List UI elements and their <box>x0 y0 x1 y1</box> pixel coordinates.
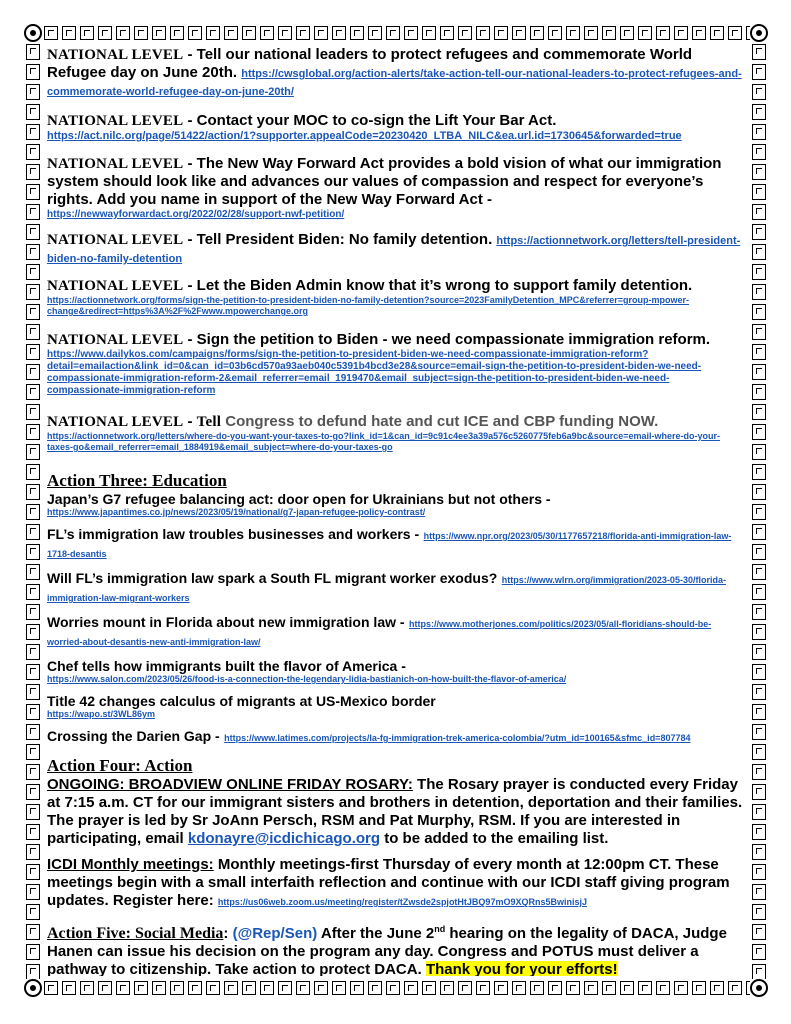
border-pattern-icon <box>26 44 40 60</box>
border-pattern-icon <box>134 981 148 995</box>
border-pattern-icon <box>44 981 58 995</box>
border-pattern-icon <box>116 981 130 995</box>
border-pattern-icon <box>134 26 148 40</box>
article-title: Chef tells how immigrants built the flavor of America - <box>47 658 406 674</box>
national-item-6: NATIONAL LEVEL - Sign the petition to Biden - we need compassionate immigration reform. https://www.dailykos.com/campaigns/forms/sign-the-petition-to-president-biden-we-need-compassionate-immigration-reform?detail=emailaction&link_id=0&can_id=03b6cd570a93aeb040c5391b4bcd3e28&source=email-sign-the-petition-to-president-biden-we-need-compassionate-immigration-reform-2&email_referrer=email_1919470&email_subject=sign-the-petition-to-president-biden-we-need-compassionate-immigration-reform <box>47 331 745 397</box>
border-pattern-icon <box>440 26 454 40</box>
level-label: NATIONAL LEVEL <box>47 113 184 129</box>
social-block <box>47 920 745 976</box>
border-pattern-icon <box>752 924 766 940</box>
thank-you-text: Thank you for your efforts! <box>425 961 618 976</box>
level-label: NATIONAL LEVEL <box>47 156 184 172</box>
border-pattern-icon <box>26 144 40 160</box>
border-pattern-icon <box>710 26 724 40</box>
border-pattern-icon <box>170 26 184 40</box>
border-pattern-icon <box>548 981 562 995</box>
social-colon: : <box>223 925 229 942</box>
border-pattern-icon <box>26 164 40 180</box>
border-pattern-icon <box>752 184 766 200</box>
border-right <box>750 42 768 979</box>
border-pattern-icon <box>752 644 766 660</box>
national-item-3: NATIONAL LEVEL - The New Way Forward Act provides a bold vision of what our immigration system should look like and advances our values of compassion and respect for everyone’s rights. Add you name in support of the New Way Forward Act - https://newwayforwardact.org/2022/02/28/support-nwf-petition/ <box>47 155 745 221</box>
border-pattern-icon <box>530 26 544 40</box>
border-pattern-icon <box>26 124 40 140</box>
border-pattern-icon <box>368 981 382 995</box>
border-pattern-icon <box>710 981 724 995</box>
border-pattern-icon <box>314 26 328 40</box>
border-pattern-icon <box>206 981 220 995</box>
level-label: NATIONAL LEVEL <box>47 414 184 430</box>
national-item-1: NATIONAL LEVEL - Tell our national leaders to protect refugees and commemorate World Refugee day on June 20th. https://cwsglobal.org/action-alerts/take-action-tell-our-national-leaders-to-protect-refugees-and-commemorate-world-refugee-day-on-june-20th/ <box>47 46 742 98</box>
border-pattern-icon <box>404 26 418 40</box>
social-text-1: After the June 2 <box>320 925 435 942</box>
border-pattern-icon <box>752 844 766 860</box>
border-pattern-icon <box>620 26 634 40</box>
education-item <box>47 491 745 518</box>
border-pattern-icon <box>26 944 40 960</box>
border-pattern-icon <box>752 584 766 600</box>
action-link[interactable]: https://act.nilc.org/page/51422/action/1?supporter.appealCode=20230420_LTBA_NILC&ea.url.id=1730645&forwarded=true <box>47 130 682 142</box>
border-pattern-icon <box>752 124 766 140</box>
border-left <box>24 42 42 979</box>
border-pattern-icon <box>440 981 454 995</box>
border-pattern-icon <box>752 304 766 320</box>
border-pattern-icon <box>566 981 580 995</box>
article-title: Will FL’s immigration law spark a South FL migrant worker exodus? <box>47 570 498 586</box>
national-item-2: NATIONAL LEVEL - Contact your MOC to co-sign the Lift Your Bar Act. https://act.nilc.org/page/51422/action/1?supporter.appealCode=20230420_LTBA_NILC&ea.url.id=1730645&forwarded=true <box>47 112 745 143</box>
corner-ornament-icon <box>24 24 42 42</box>
education-item <box>47 693 745 720</box>
meetings-title: ICDI Monthly meetings: <box>47 856 214 873</box>
border-pattern-icon <box>752 384 766 400</box>
article-title: FL’s immigration law troubles businesses and workers - <box>47 526 420 542</box>
meetings-text: Monthly meetings-first Thursday of every month at 12:00pm CT. These meetings begin with a small interfaith reflection and continue with our ICDI staff giving program updates. Register here: <box>47 856 730 909</box>
border-pattern-icon <box>26 724 40 740</box>
national-item-7: NATIONAL LEVEL - Tell Congress to defund hate and cut ICE and CBP funding NOW. https://actionnetwork.org/letters/where-do-you-want-your-taxes-to-go?link_id=1&can_id=9c91c4ee3a39a576c5260775feb6a9bc&source=email-where-do-your-taxes-go&email_referrer=email_1884919&email_subject=where-do-your-taxes-go <box>47 413 745 453</box>
border-pattern-icon <box>242 26 256 40</box>
border-pattern-icon <box>512 981 526 995</box>
border-pattern-icon <box>674 26 688 40</box>
border-pattern-icon <box>26 284 40 300</box>
action-link[interactable]: https://actionnetwork.org/letters/where-do-you-want-your-taxes-to-go?link_id=1&can_id=9c91c4ee3a39a576c5260775feb6a9bc&source=email-where-do-your-taxes-go&email_referrer=email_1884919&email_subject=where-do-your-taxes-go <box>47 431 720 452</box>
action-text: Tell President Biden: No family detention. <box>196 231 493 248</box>
article-title: Crossing the Darien Gap - <box>47 728 220 744</box>
border-pattern-icon <box>752 224 766 240</box>
rosary-title: ONGOING: BROADVIEW ONLINE FRIDAY ROSARY: <box>47 776 413 793</box>
border-pattern-icon <box>26 364 40 380</box>
border-pattern-icon <box>26 104 40 120</box>
border-pattern-icon <box>458 26 472 40</box>
corner-ornament-icon <box>750 979 768 997</box>
section-heading-social: Action Five: Social Media <box>47 925 224 942</box>
border-pattern-icon <box>752 704 766 720</box>
section-heading-action: Action Four: Action <box>47 756 193 775</box>
border-pattern-icon <box>494 26 508 40</box>
border-pattern-icon <box>296 26 310 40</box>
level-label: NATIONAL LEVEL <box>47 332 184 348</box>
border-pattern-icon <box>752 524 766 540</box>
education-item <box>47 728 745 746</box>
article-link[interactable]: https://www.latimes.com/projects/la-fg-immigration-trek-america-colombia/?utm_id=100165&sfmc_id=807784 <box>224 733 691 743</box>
article-title: Worries mount in Florida about new immigration law - <box>47 614 405 630</box>
border-pattern-icon <box>26 184 40 200</box>
border-pattern-icon <box>752 84 766 100</box>
border-pattern-icon <box>602 26 616 40</box>
border-pattern-icon <box>98 26 112 40</box>
border-pattern-icon <box>584 26 598 40</box>
border-pattern-icon <box>26 844 40 860</box>
border-pattern-icon <box>752 464 766 480</box>
border-top <box>42 24 750 42</box>
action-text: Let the Biden Admin know that it’s wrong to support family detention. <box>196 277 693 294</box>
meetings-block <box>47 856 745 910</box>
border-pattern-icon <box>752 344 766 360</box>
border-pattern-icon <box>752 664 766 680</box>
border-pattern-icon <box>170 981 184 995</box>
border-pattern-icon <box>752 104 766 120</box>
border-pattern-icon <box>260 981 274 995</box>
border-pattern-icon <box>752 44 766 60</box>
border-pattern-icon <box>752 324 766 340</box>
border-pattern-icon <box>752 904 766 920</box>
border-pattern-icon <box>368 26 382 40</box>
action-text: The New Way Forward Act provides a bold vision of what our immigration system should look like and advances our values of compassion and respect for everyone’s rights. Add you name in support of the New Way Forward Act - <box>47 155 722 208</box>
border-pattern-icon <box>188 981 202 995</box>
border-pattern-icon <box>404 981 418 995</box>
border-pattern-icon <box>752 364 766 380</box>
border-pattern-icon <box>752 824 766 840</box>
education-item <box>47 658 745 685</box>
border-pattern-icon <box>752 724 766 740</box>
corner-ornament-icon <box>24 979 42 997</box>
ordinal-suffix: nd <box>434 924 446 934</box>
border-pattern-icon <box>26 744 40 760</box>
border-pattern-icon <box>584 981 598 995</box>
border-pattern-icon <box>332 26 346 40</box>
border-pattern-icon <box>26 924 40 940</box>
border-pattern-icon <box>728 981 742 995</box>
border-pattern-icon <box>422 26 436 40</box>
border-pattern-icon <box>26 304 40 320</box>
border-pattern-icon <box>350 26 364 40</box>
border-pattern-icon <box>26 264 40 280</box>
border-pattern-icon <box>752 864 766 880</box>
action-link[interactable]: https://actionnetwork.org/forms/sign-the-petition-to-president-biden-no-family-detention?source=2023FamilyDetention_MPC&referrer=group-mpower-change&redirect=https%3A%2F%2Fwww.mpowerchange.org <box>47 295 690 316</box>
border-pattern-icon <box>548 26 562 40</box>
border-pattern-icon <box>26 784 40 800</box>
border-pattern-icon <box>26 884 40 900</box>
border-pattern-icon <box>752 244 766 260</box>
border-pattern-icon <box>350 981 364 995</box>
border-pattern-icon <box>752 144 766 160</box>
border-pattern-icon <box>26 84 40 100</box>
border-pattern-icon <box>116 26 130 40</box>
border-pattern-icon <box>332 981 346 995</box>
meetings-register-link[interactable]: https://us06web.zoom.us/meeting/register/tZwsde2spjotHtJBQ97mO9XQRns5BwinisjJ <box>217 897 587 907</box>
article-link[interactable]: https://www.npr.org/2023/05/30/1177657218/florida-anti-immigration-law-1718-desantis <box>47 531 732 559</box>
border-pattern-icon <box>26 704 40 720</box>
border-pattern-icon <box>26 564 40 580</box>
border-pattern-icon <box>602 981 616 995</box>
border-pattern-icon <box>386 981 400 995</box>
border-pattern-icon <box>26 644 40 660</box>
border-pattern-icon <box>752 564 766 580</box>
action-link[interactable]: https://www.dailykos.com/campaigns/forms/sign-the-petition-to-president-biden-we-need-compassionate-immigration-reform?detail=emailaction&link_id=0&can_id=03b6cd570a93aeb040c5391b4bcd3e28&source=email-sign-the-petition-to-president-biden-we-need-compassionate-immigration-reform-2&email_referrer=email_1919470&email_subject=sign-the-petition-to-president-biden-we-need-compassionate-immigration-reform <box>47 349 702 396</box>
border-pattern-icon <box>692 981 706 995</box>
border-pattern-icon <box>752 684 766 700</box>
border-pattern-icon <box>458 981 472 995</box>
border-pattern-icon <box>728 26 742 40</box>
article-link[interactable]: https://www.wlrn.org/immigration/2023-05-30/florida-immigration-law-migrant-workers <box>47 575 726 603</box>
action-link[interactable]: https://cwsglobal.org/action-alerts/take-action-tell-our-national-leaders-to-protect-refugees-and-commemorate-world-refugee-day-on-june-20th/ <box>47 68 742 98</box>
border-pattern-icon <box>26 244 40 260</box>
border-pattern-icon <box>494 981 508 995</box>
border-pattern-icon <box>26 384 40 400</box>
border-pattern-icon <box>752 284 766 300</box>
border-pattern-icon <box>752 204 766 220</box>
border-pattern-icon <box>26 324 40 340</box>
border-pattern-icon <box>26 404 40 420</box>
border-pattern-icon <box>386 26 400 40</box>
border-bottom <box>42 979 750 997</box>
corner-ornament-icon <box>750 24 768 42</box>
action-text: Tell our national leaders to protect refugees and commemorate World Refugee day on June 20th. <box>47 46 693 81</box>
border-pattern-icon <box>638 26 652 40</box>
border-pattern-icon <box>26 584 40 600</box>
action-text: Congress to defund hate and cut ICE and CBP funding NOW. <box>225 413 659 430</box>
border-pattern-icon <box>26 544 40 560</box>
article-title: Title 42 changes calculus of migrants at US-Mexico border <box>47 693 436 709</box>
border-pattern-icon <box>512 26 526 40</box>
border-pattern-icon <box>80 981 94 995</box>
education-item <box>47 570 745 606</box>
border-pattern-icon <box>188 26 202 40</box>
level-label: NATIONAL LEVEL <box>47 232 184 248</box>
national-item-5: NATIONAL LEVEL - Let the Biden Admin know that it’s wrong to support family detention. https://actionnetwork.org/forms/sign-the-petition-to-president-biden-no-family-detention?source=2023FamilyDetention_MPC&referrer=group-mpower-change&redirect=https%3A%2F%2Fwww.mpowerchange.org <box>47 277 745 317</box>
border-pattern-icon <box>530 981 544 995</box>
border-pattern-icon <box>44 26 58 40</box>
border-pattern-icon <box>224 981 238 995</box>
rosary-after-text: to be added to the emailing list. <box>384 830 609 847</box>
border-pattern-icon <box>26 224 40 240</box>
action-text-prefix: Tell <box>196 414 222 430</box>
border-pattern-icon <box>752 744 766 760</box>
action-text: Contact your MOC to co-sign the Lift Your Bar Act. <box>196 112 557 129</box>
border-pattern-icon <box>260 26 274 40</box>
border-pattern-icon <box>242 981 256 995</box>
border-pattern-icon <box>152 981 166 995</box>
border-pattern-icon <box>656 26 670 40</box>
border-pattern-icon <box>26 444 40 460</box>
border-pattern-icon <box>752 164 766 180</box>
border-pattern-icon <box>62 26 76 40</box>
action-link[interactable]: https://newwayforwardact.org/2022/02/28/support-nwf-petition/ <box>47 209 345 220</box>
border-pattern-icon <box>620 981 634 995</box>
rosary-block <box>47 776 745 848</box>
border-pattern-icon <box>26 64 40 80</box>
border-pattern-icon <box>638 981 652 995</box>
border-pattern-icon <box>26 804 40 820</box>
article-link[interactable]: https://www.japantimes.co.jp/news/2023/05/19/national/g7-japan-refugee-policy-contrast/ <box>47 507 426 517</box>
border-pattern-icon <box>26 664 40 680</box>
border-pattern-icon <box>752 624 766 640</box>
social-text-2: hearing on the legality of DACA, Judge Hanen can issue his decision on the program any day. Congress and POTUS must deliver a pathway to citizenship. Take action to protect DACA. <box>47 925 727 976</box>
border-pattern-icon <box>752 504 766 520</box>
border-pattern-icon <box>752 444 766 460</box>
border-pattern-icon <box>752 944 766 960</box>
border-pattern-icon <box>26 424 40 440</box>
border-pattern-icon <box>752 884 766 900</box>
border-pattern-icon <box>26 504 40 520</box>
border-pattern-icon <box>26 864 40 880</box>
education-item <box>47 526 745 562</box>
border-pattern-icon <box>26 964 40 979</box>
national-item-4: NATIONAL LEVEL - Tell President Biden: No family detention. https://actionnetwork.org/letters/tell-president-biden-no-family-detention <box>47 231 741 265</box>
article-title: Japan’s G7 refugee balancing act: door open for Ukrainians but not others - <box>47 491 551 507</box>
border-pattern-icon <box>206 26 220 40</box>
rosary-email-link[interactable]: kdonayre@icdichicago.org <box>187 830 381 847</box>
border-pattern-icon <box>98 981 112 995</box>
border-pattern-icon <box>278 26 292 40</box>
border-pattern-icon <box>296 981 310 995</box>
border-pattern-icon <box>752 424 766 440</box>
border-pattern-icon <box>752 64 766 80</box>
border-pattern-icon <box>752 804 766 820</box>
border-pattern-icon <box>26 484 40 500</box>
border-pattern-icon <box>752 604 766 620</box>
border-pattern-icon <box>26 524 40 540</box>
border-pattern-icon <box>26 604 40 620</box>
border-pattern-icon <box>656 981 670 995</box>
border-pattern-icon <box>752 544 766 560</box>
border-pattern-icon <box>80 26 94 40</box>
border-pattern-icon <box>314 981 328 995</box>
action-link[interactable]: https://actionnetwork.org/letters/tell-president-biden-no-family-detention <box>47 235 741 265</box>
border-pattern-icon <box>752 264 766 280</box>
border-pattern-icon <box>566 26 580 40</box>
article-link[interactable]: https://www.salon.com/2023/05/26/food-is-a-connection-the-legendary-lidia-bastianich-on-how-built-the-flavor-of-america/ <box>47 674 567 684</box>
border-pattern-icon <box>752 784 766 800</box>
mention-text: (@Rep/Sen) <box>232 925 318 942</box>
border-pattern-icon <box>422 981 436 995</box>
border-pattern-icon <box>62 981 76 995</box>
rosary-text: The Rosary prayer is conducted every Friday at 7:15 a.m. CT for our immigrant sisters and brothers in detention, deportation and their families. The prayer is led by Sr JoAnn Persch, RSM and Pat Murphy, RSM. If you are interested in participating, email <box>47 776 743 847</box>
border-pattern-icon <box>26 684 40 700</box>
action-text: Sign the petition to Biden - we need compassionate immigration reform. <box>196 331 711 348</box>
newsletter-content <box>47 46 745 976</box>
section-heading-education: Action Three: Education <box>47 471 227 490</box>
border-pattern-icon <box>752 484 766 500</box>
education-item <box>47 614 745 650</box>
border-pattern-icon <box>26 204 40 220</box>
border-pattern-icon <box>26 904 40 920</box>
border-pattern-icon <box>278 981 292 995</box>
border-pattern-icon <box>26 624 40 640</box>
border-pattern-icon <box>476 981 490 995</box>
border-pattern-icon <box>692 26 706 40</box>
border-pattern-icon <box>152 26 166 40</box>
border-pattern-icon <box>26 464 40 480</box>
border-pattern-icon <box>224 26 238 40</box>
level-label: NATIONAL LEVEL <box>47 278 184 294</box>
border-pattern-icon <box>752 964 766 979</box>
border-pattern-icon <box>674 981 688 995</box>
article-link[interactable]: https://www.motherjones.com/politics/2023/05/all-floridians-should-be-worried-about-desantis-new-anti-immigration-law/ <box>47 619 712 647</box>
border-pattern-icon <box>26 344 40 360</box>
border-pattern-icon <box>476 26 490 40</box>
border-pattern-icon <box>26 764 40 780</box>
article-link[interactable]: https://wapo.st/3WL86ym <box>47 709 156 719</box>
border-pattern-icon <box>26 824 40 840</box>
border-pattern-icon <box>752 404 766 420</box>
level-label: NATIONAL LEVEL <box>47 47 184 63</box>
border-pattern-icon <box>752 764 766 780</box>
